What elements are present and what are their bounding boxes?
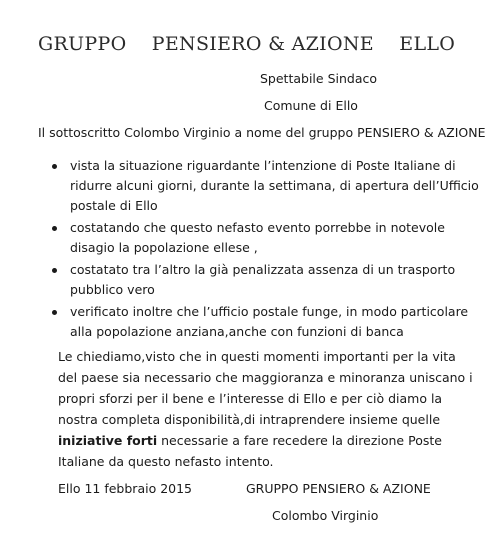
signature-name: Colombo Virginio (272, 508, 379, 523)
reasons-list (50, 156, 480, 344)
list-item: costatando che questo nefasto evento porrebbe in notevole disagio la popolazione ellese , (50, 218, 480, 258)
intro-line: Il sottoscritto Colombo Virginio a nome del gruppo PENSIERO & AZIONE (38, 125, 486, 140)
request-text-bold: iniziative forti (58, 433, 158, 448)
letter-heading: GRUPPO PENSIERO & AZIONE ELLO (38, 33, 456, 55)
request-text-start: Le chiediamo,visto che in questi momenti importanti per la vita del paese sia necessario che maggioranza e minoranza uniscano i propri sforzi per il bene e l’interesse di Ello e per ciò diamo la nostra completa disponibilità,di intraprendere insieme quelle (58, 349, 473, 427)
recipient-line-1: Spettabile Sindaco (260, 71, 378, 86)
list-item: costatato tra l’altro la già penalizzata assenza di un trasporto pubblico vero (50, 260, 480, 300)
list-item: verificato inoltre che l’ufficio postale funge, in modo particolare alla popolazione anziana,anche con funzioni di banca (50, 302, 480, 342)
letter-date: Ello 11 febbraio 2015 (58, 481, 193, 496)
request-text-end: necessarie a fare recedere la direzione Poste Italiane da questo nefasto intento. (58, 433, 442, 469)
signature-group: GRUPPO PENSIERO & AZIONE (246, 481, 431, 496)
list-item: vista la situazione riguardante l’intenzione di Poste Italiane di ridurre alcuni giorni, durante la settimana, di apertura dell’Ufficio postale di Ello (50, 156, 480, 216)
recipient-line-2: Comune di Ello (264, 98, 358, 113)
request-paragraph (58, 346, 478, 472)
